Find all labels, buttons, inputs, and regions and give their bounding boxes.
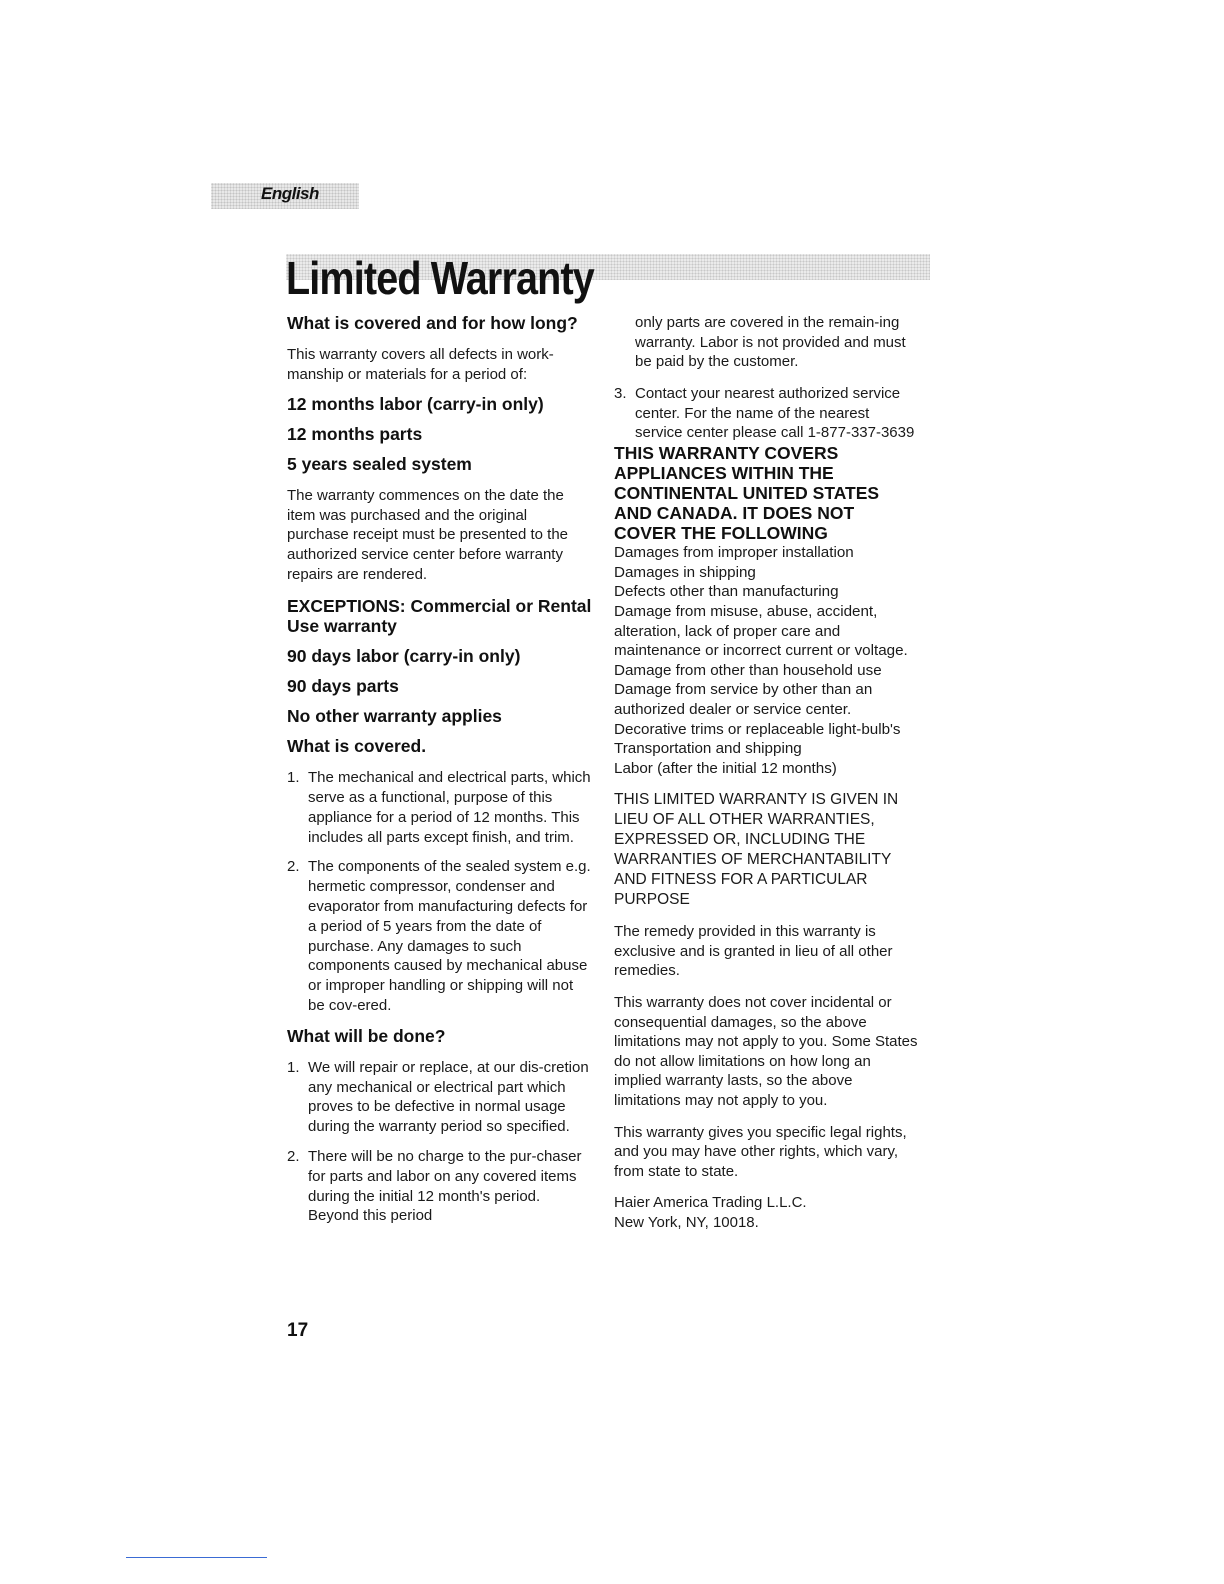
page-number: 17 — [287, 1320, 309, 1341]
exceptions-heading: EXCEPTIONS: Commercial or Rental Use warranty — [287, 596, 592, 637]
legal-rights-paragraph: This warranty gives you specific legal rights, and you may have other rights, which vary, from state to state. — [614, 1123, 907, 1180]
bottom-rule — [126, 1557, 267, 1558]
not-cover-heading: THIS WARRANTY COVERS APPLIANCES WITHIN THE CONTINENTAL UNITED STATES AND CANADA. IT DOES NOT COVER THE FOLLOWING — [614, 443, 880, 544]
what-done-heading: What will be done? — [287, 1025, 446, 1046]
remedy-paragraph: The remedy provided in this warranty is exclusive and is granted in lieu of all other remedies. — [614, 923, 893, 980]
list-item: Decorative trims or replaceable light-bulb's — [614, 720, 901, 738]
contact-list — [614, 384, 920, 443]
list-item — [287, 768, 592, 847]
list-number: 2. — [287, 1147, 300, 1165]
list-number: 1. — [287, 769, 300, 787]
list-item: Labor (after the initial 12 months) — [614, 759, 837, 777]
list-item — [287, 1147, 592, 1226]
list-text: There will be no charge to the pur-chaser for parts and labor on any covered items during the initial 12 month's period. Beyond this period — [308, 1147, 582, 1225]
left-column — [287, 313, 592, 1226]
list-text: Contact your nearest authorized service center. For the name of the nearest service center please call 1-877-337-3639 — [635, 384, 915, 442]
company-address: New York, NY, 10018. — [614, 1214, 759, 1232]
term-labor: 12 months labor (carry-in only) — [287, 394, 544, 415]
list-item: Damage from misuse, abuse, accident, alteration, lack of proper care and maintenance or incorrect current or voltage. — [614, 602, 908, 660]
company-name: Haier America Trading L.L.C. — [614, 1194, 807, 1212]
what-covered-heading: What is covered. — [287, 736, 427, 757]
right-column — [614, 313, 920, 1233]
list-item: Damages in shipping — [614, 563, 756, 581]
limited-warranty-disclaimer: THIS LIMITED WARRANTY IS GIVEN IN LIEU OF ALL OTHER WARRANTIES, EXPRESSED OR, INCLUDING THE WARRANTIES OF MERCHANTABILITY AND FITNESS FOR A PARTICULAR PURPOSE — [614, 791, 899, 909]
list-text: The components of the sealed system e.g. hermetic compressor, condenser and evaporator from manufacturing defects for a period of 5 years from the date of purchase. Any damages to such components caused by mechanical abuse or improper handling or shipping will not be cov-ered. — [308, 858, 591, 1014]
list-number: 2. — [287, 858, 300, 876]
done-list — [287, 1058, 592, 1226]
incidental-paragraph: This warranty does not cover incidental or consequential damages, so the above limitations may not apply to you. Some States do not allow limitations on how long an implied warranty lasts, so the above limitations may not apply to you. — [614, 994, 918, 1110]
list-item — [287, 857, 592, 1015]
list-item: Defects other than manufacturing — [614, 583, 839, 601]
no-other-warranty: No other warranty applies — [287, 706, 502, 727]
continued-paragraph: only parts are covered in the remain-ing warranty. Labor is not provided and must be paid by the customer. — [635, 314, 906, 371]
not-covered-list — [614, 543, 920, 778]
covered-list — [287, 768, 592, 1016]
exception-labor: 90 days labor (carry-in only) — [287, 646, 521, 667]
intro-paragraph: This warranty covers all defects in work-manship or materials for a period of: — [287, 346, 554, 383]
language-tab — [211, 183, 359, 209]
list-item: Damage from other than household use — [614, 661, 882, 679]
term-sealed-system: 5 years sealed system — [287, 454, 472, 475]
list-item — [287, 1058, 592, 1137]
list-item — [614, 384, 920, 443]
list-text: We will repair or replace, at our dis-cretion any mechanical or electrical part which proves to be defective in normal usage during the warranty period so specified. — [308, 1058, 589, 1136]
list-number: 3. — [614, 384, 627, 402]
commence-paragraph: The warranty commences on the date the item was purchased and the original purchase receipt must be presented to the authorized service center before warranty repairs are rendered. — [287, 487, 569, 583]
heading-coverage: What is covered and for how long? — [287, 313, 578, 333]
language-label: English — [261, 184, 319, 203]
term-parts: 12 months parts — [287, 424, 423, 445]
page-title: Limited Warranty — [286, 252, 594, 304]
list-item: Damages from improper installation — [614, 544, 854, 562]
list-number: 1. — [287, 1058, 300, 1076]
list-text: The mechanical and electrical parts, which serve as a functional, purpose of this appliance for a period of 12 months. This includes all parts except finish, and trim. — [308, 769, 591, 846]
exception-parts: 90 days parts — [287, 676, 399, 697]
list-item: Transportation and shipping — [614, 740, 802, 758]
list-item: Damage from service by other than an authorized dealer or service center. — [614, 681, 873, 718]
